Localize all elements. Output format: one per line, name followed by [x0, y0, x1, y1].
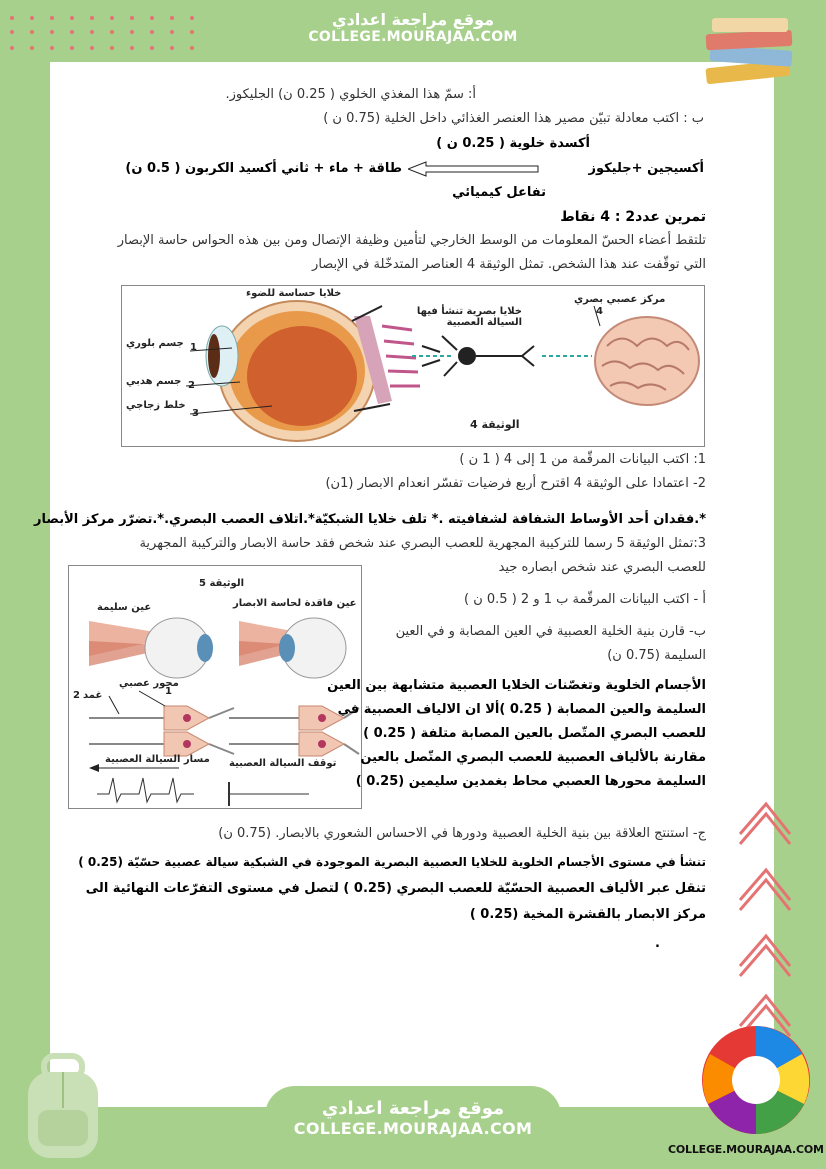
- figure-5-title: الوثيقة 5: [199, 578, 245, 589]
- question-3a: أ - اكتب البيانات المرقّمة ب 1 و 2 ( 0.5 ن ): [463, 592, 706, 607]
- backpack-icon: [14, 1052, 114, 1162]
- equation-reactants: أكسيجين +جليكوز: [588, 161, 704, 176]
- question-2-3: 3:تمثل الوثيقة 5 رسما للتركيبة المجهرية للعصب البصري عند شخص فقد حاسة الابصار والتركيبة المجهرية: [139, 536, 706, 551]
- arrow-icon: [408, 161, 540, 177]
- label-ciliary-body: جسم هدبي: [126, 376, 182, 387]
- exercise-2-intro-2: التي توقّفت عند هذا الشخص. تمثل الوثيقة 4 العناصر المتدخّلة في الإبصار: [312, 257, 706, 272]
- answer-3b-1: الأجسام الخلوية وتغصّنات الخلايا العصبية متشابهة بين العين: [327, 678, 706, 693]
- number-1: 1: [190, 342, 197, 353]
- answer-1a: أ: سمّ هذا المغذي الخلوي ( 0.25 ن) الجليكوز.: [225, 87, 476, 102]
- answer-2-2: *.فقدان أحد الأوساط الشفافة لشفافيته .* تلف خلايا الشبكيّة*.اتلاف العصب البصري.*.تضرّر مركز الأبصار: [34, 512, 706, 527]
- figure-5: [68, 565, 362, 809]
- question-2-2: 2- اعتمادا على الوثيقة 4 اقترح أربع فرضيات تفسّر انعدام الابصار (1ن): [325, 476, 706, 491]
- label-impulse-stop: توقف السيالة العصبية: [229, 758, 337, 769]
- question-1b: ب : اكتب معادلة تبيّن مصير هذا العنصر الغذائي داخل الخلية (0.75 ن ): [323, 111, 704, 126]
- answer-3b-4: مقارنة بالألياف العصبية للعصب البصري المتّصل بالعين: [360, 750, 706, 765]
- label-healthy-eye: عين سليمة: [97, 602, 152, 613]
- site-logo-icon: [694, 1020, 818, 1138]
- site-banner-bottom[interactable]: [265, 1086, 561, 1162]
- question-2-3-cont: للعصب البصري عند شخص ابصاره جيد: [498, 560, 706, 575]
- answer-1b: أكسدة خلوية ( 0.25 ن ): [436, 136, 590, 151]
- label-vitreous: خلط زجاجي: [126, 400, 186, 411]
- site-url-bottom[interactable]: COLLEGE.MOURAJAA.COM: [293, 1119, 533, 1138]
- question-3c: ج- استنتج العلاقة بين بنية الخلية العصبية ودورها في الاحساس الشعوري بالابصار. (0.75 ن): [218, 826, 706, 841]
- question-3b: ب- قارن بنية الخلية العصبية في العين المصابة و في العين: [395, 624, 706, 639]
- number-4: 4: [596, 306, 603, 317]
- label-sheath: غمد: [83, 690, 103, 701]
- question-3b-cont: السليمة (0.75 ن): [607, 648, 706, 663]
- question-2-1: 1: اكتب البيانات المرقّمة من 1 إلى 4 ( 1 ن ): [459, 452, 706, 467]
- site-url[interactable]: COLLEGE.MOURAJAA.COM: [308, 29, 518, 45]
- answer-3c-2: تنقل عبر الألياف العصبية الحسّيّة للعصب البصري (0.25 ) لتصل في مستوى التفرّعات النهائية الى: [85, 881, 706, 896]
- label-impulse-path: مسار السيالة العصبية: [105, 754, 210, 765]
- logo-url-text[interactable]: COLLEGE.MOURAJAA.COM: [668, 1143, 824, 1156]
- answer-reaction-type: تفاعل كيميائي: [452, 185, 546, 200]
- site-name-bottom: موقع مراجعة اعدادي: [321, 1098, 505, 1119]
- label-photoreceptors: خلايا حساسة للضوء: [246, 288, 342, 299]
- number-2: 2: [188, 380, 195, 391]
- label-axon: محور عصبي: [119, 678, 179, 689]
- label-visual-center: مركز عصبي بصري: [574, 294, 666, 305]
- exercise-2-intro-1: تلتقط أعضاء الحسّ المعلومات من الوسط الخارجي لتأمين وظيفة الإتصال ومن بين هذه الحواس حاسة الإبصار: [117, 233, 706, 248]
- label-visual-cells: خلايا بصرية تنشأ فيها السيالة العصبية: [416, 306, 522, 328]
- answer-3b-5: السليمة محورها العصبي محاط بغمدين سليمين (0.25 ): [355, 774, 706, 789]
- label-blind-eye: عين فاقدة لحاسة الابصار: [233, 598, 357, 609]
- label-lens: جسم بلوري: [126, 338, 184, 349]
- answer-3b-3: للعصب البصري المتّصل بالعين المصابة متلفة ( 0.25 ): [363, 726, 706, 741]
- figure-4-title: الوثيقة 4: [470, 418, 520, 431]
- number-2-fig5: 2: [73, 690, 80, 701]
- number-1-fig5: 1: [165, 686, 172, 697]
- chevrons-decoration-icon: [736, 790, 792, 1040]
- site-name: موقع مراجعة اعدادي: [331, 10, 495, 29]
- exercise-2-title: تمرين عدد2 : 4 نقاط: [560, 209, 706, 225]
- end-dot: .: [655, 936, 660, 951]
- answer-3b-2: السليمة والعين المصابة ( 0.25 )ألا ان الالياف العصبية في: [337, 702, 706, 717]
- answer-3c-1: تنشأ في مستوى الأجسام الخلوية للخلايا العصبية البصرية الموجودة في الشبكية سيالة عصبية حسّيّة (0.25 ): [78, 855, 706, 869]
- equation-products: طاقة + ماء + ثاني أكسيد الكربون ( 0.5 ن): [125, 161, 402, 176]
- figure-4: [121, 285, 705, 447]
- number-3: 3: [192, 408, 199, 419]
- answer-3c-3: مركز الابصار بالقشرة المخية (0.25 ): [469, 907, 706, 922]
